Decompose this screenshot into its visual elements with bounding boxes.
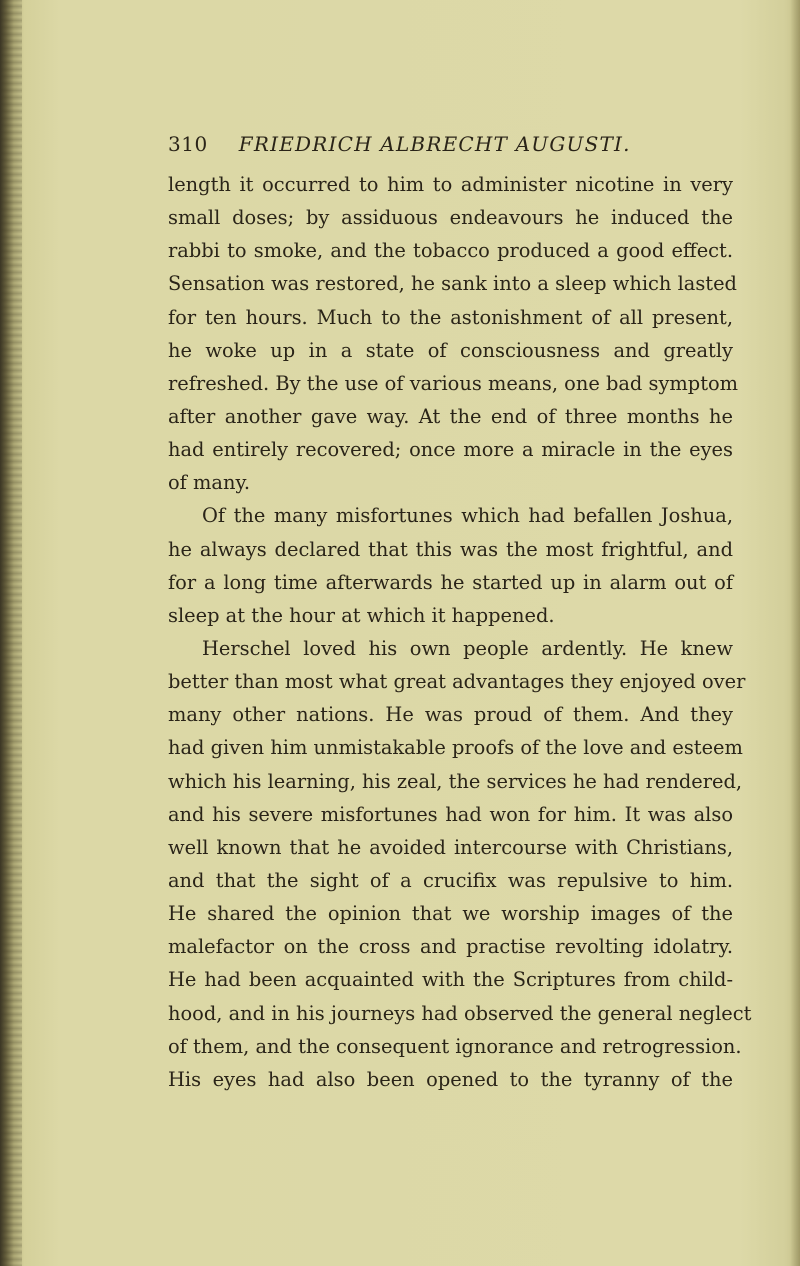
text-line: had entirely recovered; once more a miracle in the eyes xyxy=(168,438,733,462)
running-title: FRIEDRICH ALBRECHT AUGUSTI. xyxy=(238,132,631,156)
text-line: for a long time afterwards he started up in alarm out of xyxy=(168,570,733,594)
text-line: He had been acquainted with the Scriptures from child- xyxy=(168,968,733,992)
text-line: hood, and in his journeys had observed the general neglect xyxy=(168,1001,752,1025)
page-edge-shadow xyxy=(790,0,800,1266)
text-line: Of the many misfortunes which had befallen Joshua, xyxy=(202,504,733,528)
text-line: and his severe misfortunes had won for him. It was also xyxy=(168,802,733,826)
text-line: length it occurred to him to administer nicotine in very xyxy=(168,173,733,196)
text-line: of them, and the consequent ignorance and retrogression. xyxy=(168,1034,742,1058)
page-number: 310 xyxy=(168,132,208,156)
text-line: he woke up in a state of consciousness and greatly xyxy=(168,338,733,362)
text-line: of many. xyxy=(168,471,250,495)
running-head xyxy=(168,132,768,162)
text-line: better than most what great advantages they enjoyed over xyxy=(168,670,746,694)
text-line: He shared the opinion that we worship images of the xyxy=(168,902,733,926)
text-line: malefactor on the cross and practise revolting idolatry. xyxy=(168,935,733,959)
text-line: and that the sight of a crucifix was repulsive to him. xyxy=(168,868,733,892)
binding-edge xyxy=(0,0,22,1266)
text-line: had given him unmistakable proofs of the love and esteem xyxy=(168,736,743,760)
text-line: which his learning, his zeal, the services he had rendered, xyxy=(168,769,743,793)
text-line: for ten hours. Much to the astonishment of all present, xyxy=(168,305,733,329)
text-line: His eyes had also been opened to the tyranny of the xyxy=(168,1067,733,1091)
text-line: small doses; by assiduous endeavours he induced the xyxy=(168,206,733,230)
text-line: he always declared that this was the most frightful, and xyxy=(168,537,733,561)
text-line: Sensation was restored, he sank into a sleep which lasted xyxy=(168,272,737,296)
text-line: Herschel loved his own people ardently. He knew xyxy=(202,636,733,660)
text-line: sleep at the hour at which it happened. xyxy=(168,603,555,627)
text-line: well known that he avoided intercourse with Christians, xyxy=(168,835,733,859)
text-line: after another gave way. At the end of three months he xyxy=(168,404,733,428)
text-line: refreshed. By the use of various means, one bad symptom xyxy=(168,371,739,395)
text-line: many other nations. He was proud of them. And they xyxy=(168,703,733,727)
body-text xyxy=(168,168,752,1096)
text-line: rabbi to smoke, and the tobacco produced a good effect. xyxy=(168,239,733,263)
